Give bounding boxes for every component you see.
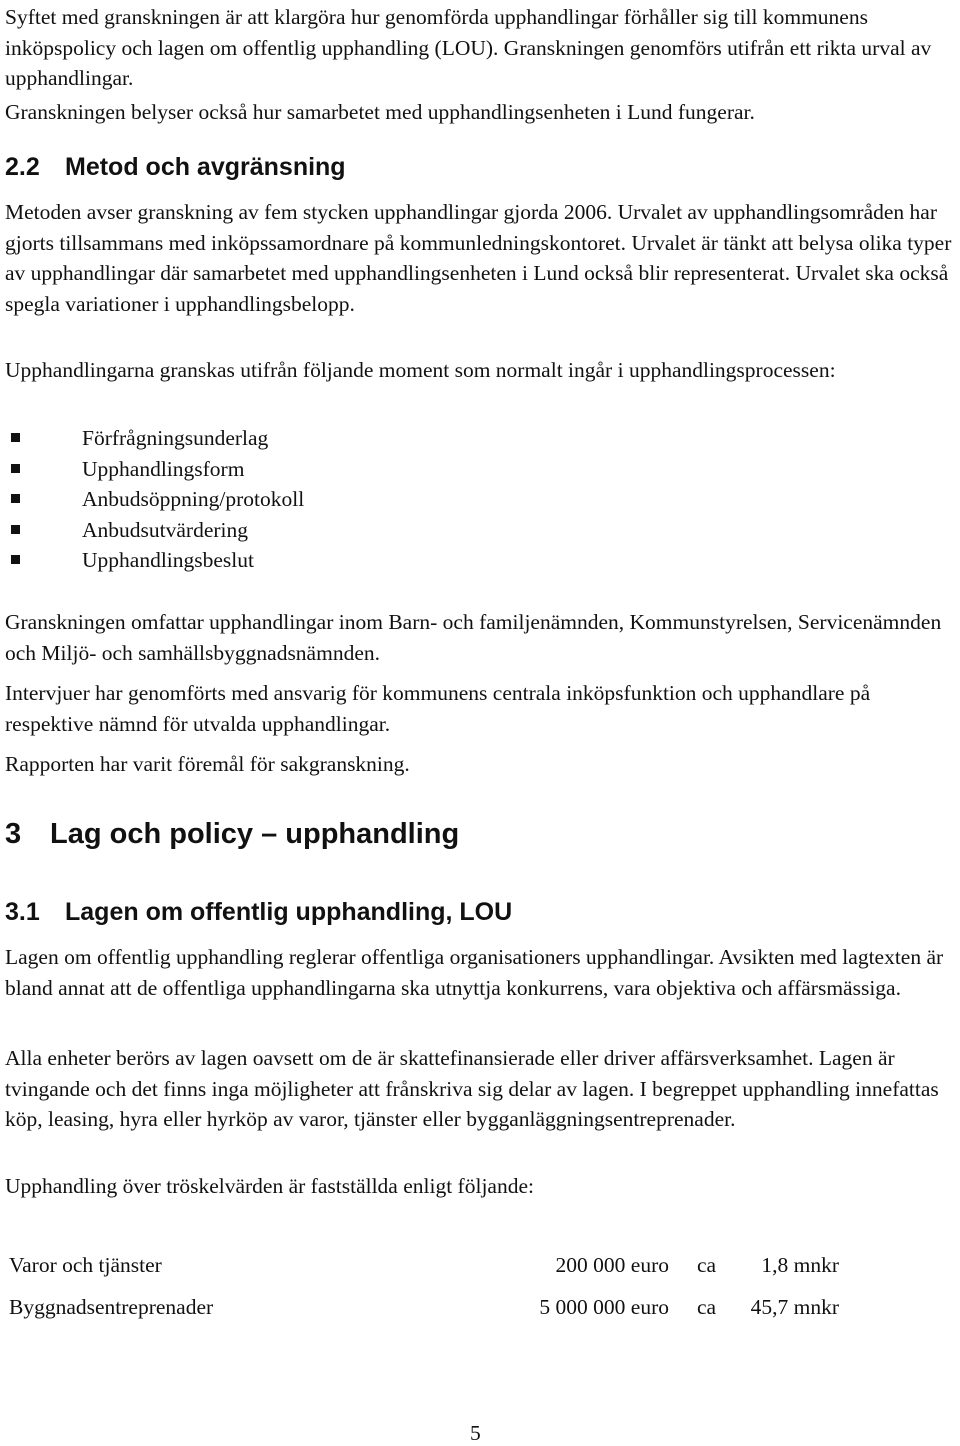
- threshold-category: Byggnadsentreprenader: [9, 1295, 214, 1319]
- square-bullet-icon: [11, 494, 20, 503]
- heading-lag-och-policy: [5, 815, 459, 853]
- square-bullet-icon: [11, 433, 20, 442]
- list-item: Anbudsöppning/protokoll: [5, 484, 304, 515]
- intro-paragraph: Syftet med granskningen är att klargöra hur genomförda upphandlingar förhåller sig till kommunens inköpspolicy och lagen om offentlig upphandling (LOU). Granskningen genomförs utifrån ett rikta urval av upphandlingar.: [5, 5, 932, 90]
- threshold-table: [9, 1250, 869, 1334]
- intervjuer-paragraph: Intervjuer har genomförts med ansvarig för kommunens centrala inköpsfunktion och upphandlare på respektive nämnd för utvalda upphandlingar.: [5, 681, 871, 736]
- heading-lou: [5, 895, 512, 929]
- lou-paragraph-2: Alla enheter berörs av lagen oavsett om de är skattefinansierade eller driver affärsverksamhet. Lagen är tvingande och det finns inga möjligheter att frånskriva sig delar av lagen. I begreppet upphandling innefattas köp, leasing, hyra eller hyrköp av varor, tjänster eller bygganläggningsentreprenader.: [5, 1046, 939, 1131]
- table-row: [9, 1250, 869, 1292]
- heading-text: Metod och avgränsning: [65, 153, 346, 181]
- threshold-euro: 5 000 000 euro: [539, 1295, 669, 1319]
- metod-paragraph: Metoden avser granskning av fem stycken upphandlingar gjorda 2006. Urvalet av upphandlingsområden har gjorts tillsammans med inköpssamordnare på kommunledningskontoret. Urvalet är tänkt att belysa olika typer av upphandlingar där samarbetet med upphandlingsenheten i Lund också blir representerat. Urvalet ska också spegla variationer i upphandlingsbelopp.: [5, 200, 952, 316]
- heading-text: Lag och policy – upphandling: [50, 818, 460, 850]
- heading-number: 3.1: [5, 898, 40, 926]
- moment-list: [5, 423, 304, 576]
- list-item: Upphandlingsbeslut: [5, 545, 304, 576]
- list-item: Förfrågningsunderlag: [5, 423, 304, 454]
- threshold-ca: ca: [697, 1295, 717, 1319]
- square-bullet-icon: [11, 464, 20, 473]
- threshold-sek: 1,8 mnkr: [761, 1253, 839, 1277]
- heading-number: 3: [5, 818, 22, 850]
- square-bullet-icon: [11, 555, 20, 564]
- intro-paragraph-2: Granskningen belyser också hur samarbetet med upphandlingsenheten i Lund fungerar.: [5, 100, 755, 124]
- square-bullet-icon: [11, 525, 20, 534]
- table-row: [9, 1292, 869, 1334]
- sakgranskning-paragraph: Rapporten har varit föremål för sakgranskning.: [5, 752, 410, 776]
- threshold-sek: 45,7 mnkr: [750, 1295, 839, 1319]
- page-number: 5: [470, 1421, 481, 1445]
- troskel-intro-paragraph: Upphandling över tröskelvärden är fastställda enligt följande:: [5, 1174, 534, 1198]
- list-item: Upphandlingsform: [5, 454, 304, 485]
- moment-intro-paragraph: Upphandlingarna granskas utifrån följande moment som normalt ingår i upphandlingsprocessen:: [5, 358, 836, 382]
- heading-metod: [5, 150, 346, 184]
- threshold-ca: ca: [697, 1253, 717, 1277]
- lou-paragraph-1: Lagen om offentlig upphandling reglerar offentliga organisationers upphandlingar. Avsikten med lagtexten är bland annat att de offentliga upphandlingarna ska utnyttja konkurrens, vara objektiva och affärsmässiga.: [5, 945, 944, 1000]
- heading-text: Lagen om offentlig upphandling, LOU: [65, 898, 513, 926]
- omfattning-paragraph: Granskningen omfattar upphandlingar inom Barn- och familjenämnden, Kommunstyrelsen, Servicenämnden och Miljö- och samhällsbyggnadsnämnden.: [5, 610, 942, 665]
- list-item: Anbudsutvärdering: [5, 515, 304, 546]
- threshold-category: Varor och tjänster: [9, 1253, 162, 1277]
- threshold-euro: 200 000 euro: [555, 1253, 669, 1277]
- heading-number: 2.2: [5, 153, 40, 181]
